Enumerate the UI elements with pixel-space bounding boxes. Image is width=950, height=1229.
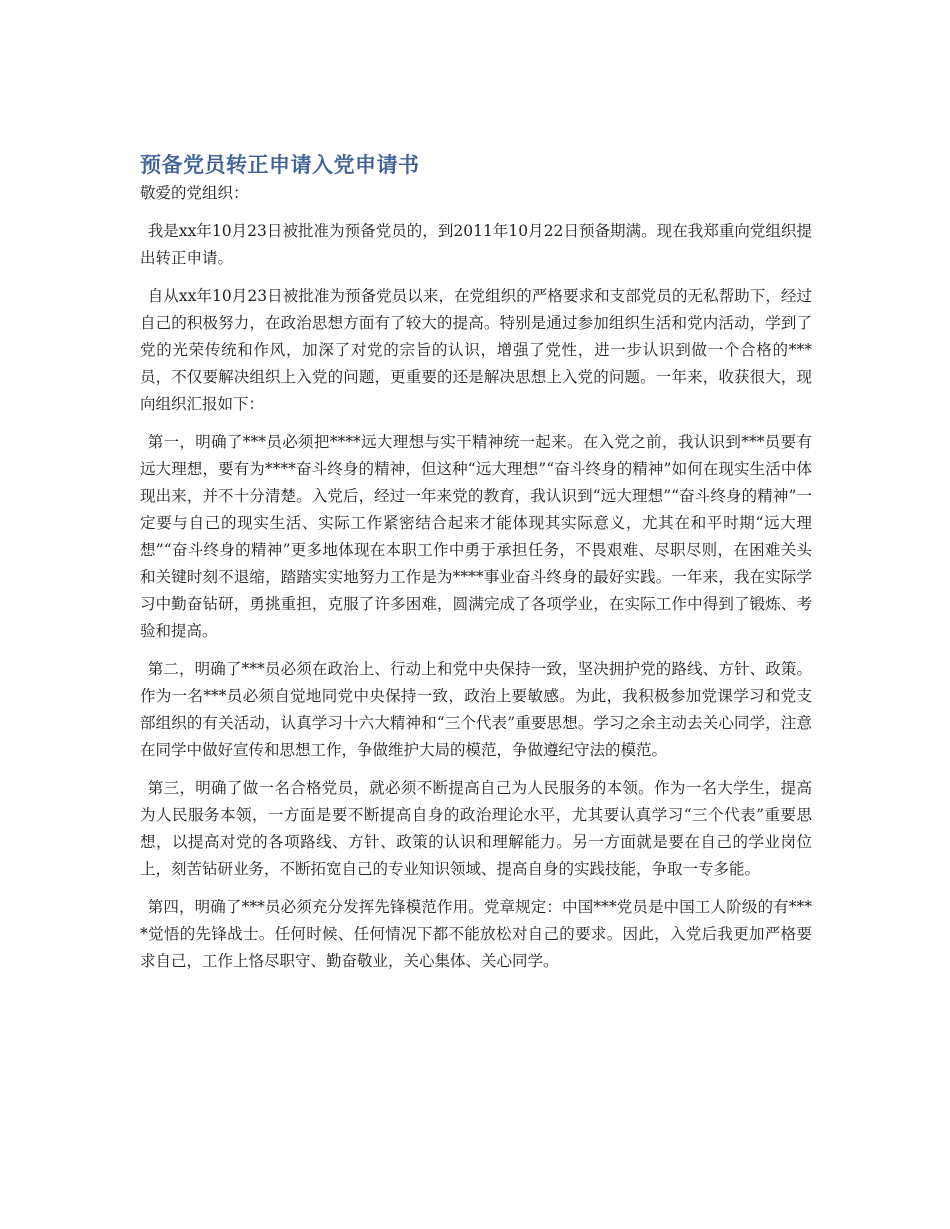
paragraph-point-four: 第四，明确了***员必须充分发挥先锋模范作用。党章规定：中国***党员是中国工人阶级的有****觉悟的先锋战士。任何时候、任何情况下都不能放松对自己的要求。因此，入党后我更加严格要求自己，工作上恪尽职守、勤奋敬业，关心集体、关心同学。 [140, 898, 812, 970]
paragraph-point-three: 第三，明确了做一名合格党员，就必须不断提高自己为人民服务的本领。作为一名大学生，提高为人民服务本领，一方面是要不断提高自身的政治理论水平，尤其要认真学习“三个代表”重要思想，以提高对党的各项路线、方针、政策的认识和理解能力。另一方面就是要在自己的学业岗位上，刻苦钻研业务，不断拓宽自己的专业知识领域、提高自身的实践技能，争取一专多能。 [140, 779, 812, 878]
paragraph-intro: 我是xx年10月23日被批准为预备党员的，到2011年10月22日预备期满。现在我郑重向党组织提出转正申请。 [140, 222, 812, 267]
paragraph-point-two: 第二，明确了***员必须在政治上、行动上和党中央保持一致，坚决拥护党的路线、方针、政策。作为一名***员必须自觉地同党中央保持一致，政治上要敏感。为此，我积极参加党课学习和党支部组织的有关活动，认真学习十六大精神和“三个代表”重要思想。学习之余主动去关心同学，注意在同学中做好宣传和思想工作，争做维护大局的模范，争做遵纪守法的模范。 [140, 660, 812, 759]
paragraph-overview: 自从xx年10月23日被批准为预备党员以来，在党组织的严格要求和支部党员的无私帮助下，经过自己的积极努力，在政治思想方面有了较大的提高。特别是通过参加组织生活和党内活动，学到了党的光荣传统和作风，加深了对党的宗旨的认识，增强了党性，进一步认识到做一个合格的***员，不仅要解决组织上入党的问题，更重要的还是解决思想上入党的问题。一年来，收获很大，现向组织汇报如下： [140, 287, 812, 413]
document-title: 预备党员转正申请入党申请书 [140, 153, 420, 177]
document-body [140, 150, 812, 986]
salutation: 敬爱的党组织： [140, 184, 249, 202]
paragraph-point-one: 第一，明确了***员必须把****远大理想与实干精神统一起来。在入党之前，我认识到***员要有远大理想，要有为****奋斗终身的精神，但这种“远大理想”“奋斗终身的精神”如何在现实生活中体现出来，并不十分清楚。入党后，经过一年来党的教育，我认识到“远大理想”“奋斗终身的精神”一定要与自己的现实生活、实际工作紧密结合起来才能体现其实际意义，尤其在和平时期“远大理想”“奋斗终身的精神”更多地体现在本职工作中勇于承担任务，不畏艰难、尽职尽则，在困难关头和关键时刻不退缩，踏踏实实地努力工作是为****事业奋斗终身的最好实践。一年来，我在实际学习中勤奋钻研，勇挑重担，克服了许多困难，圆满完成了各项学业，在实际工作中得到了锻炼、考验和提高。 [140, 433, 812, 640]
